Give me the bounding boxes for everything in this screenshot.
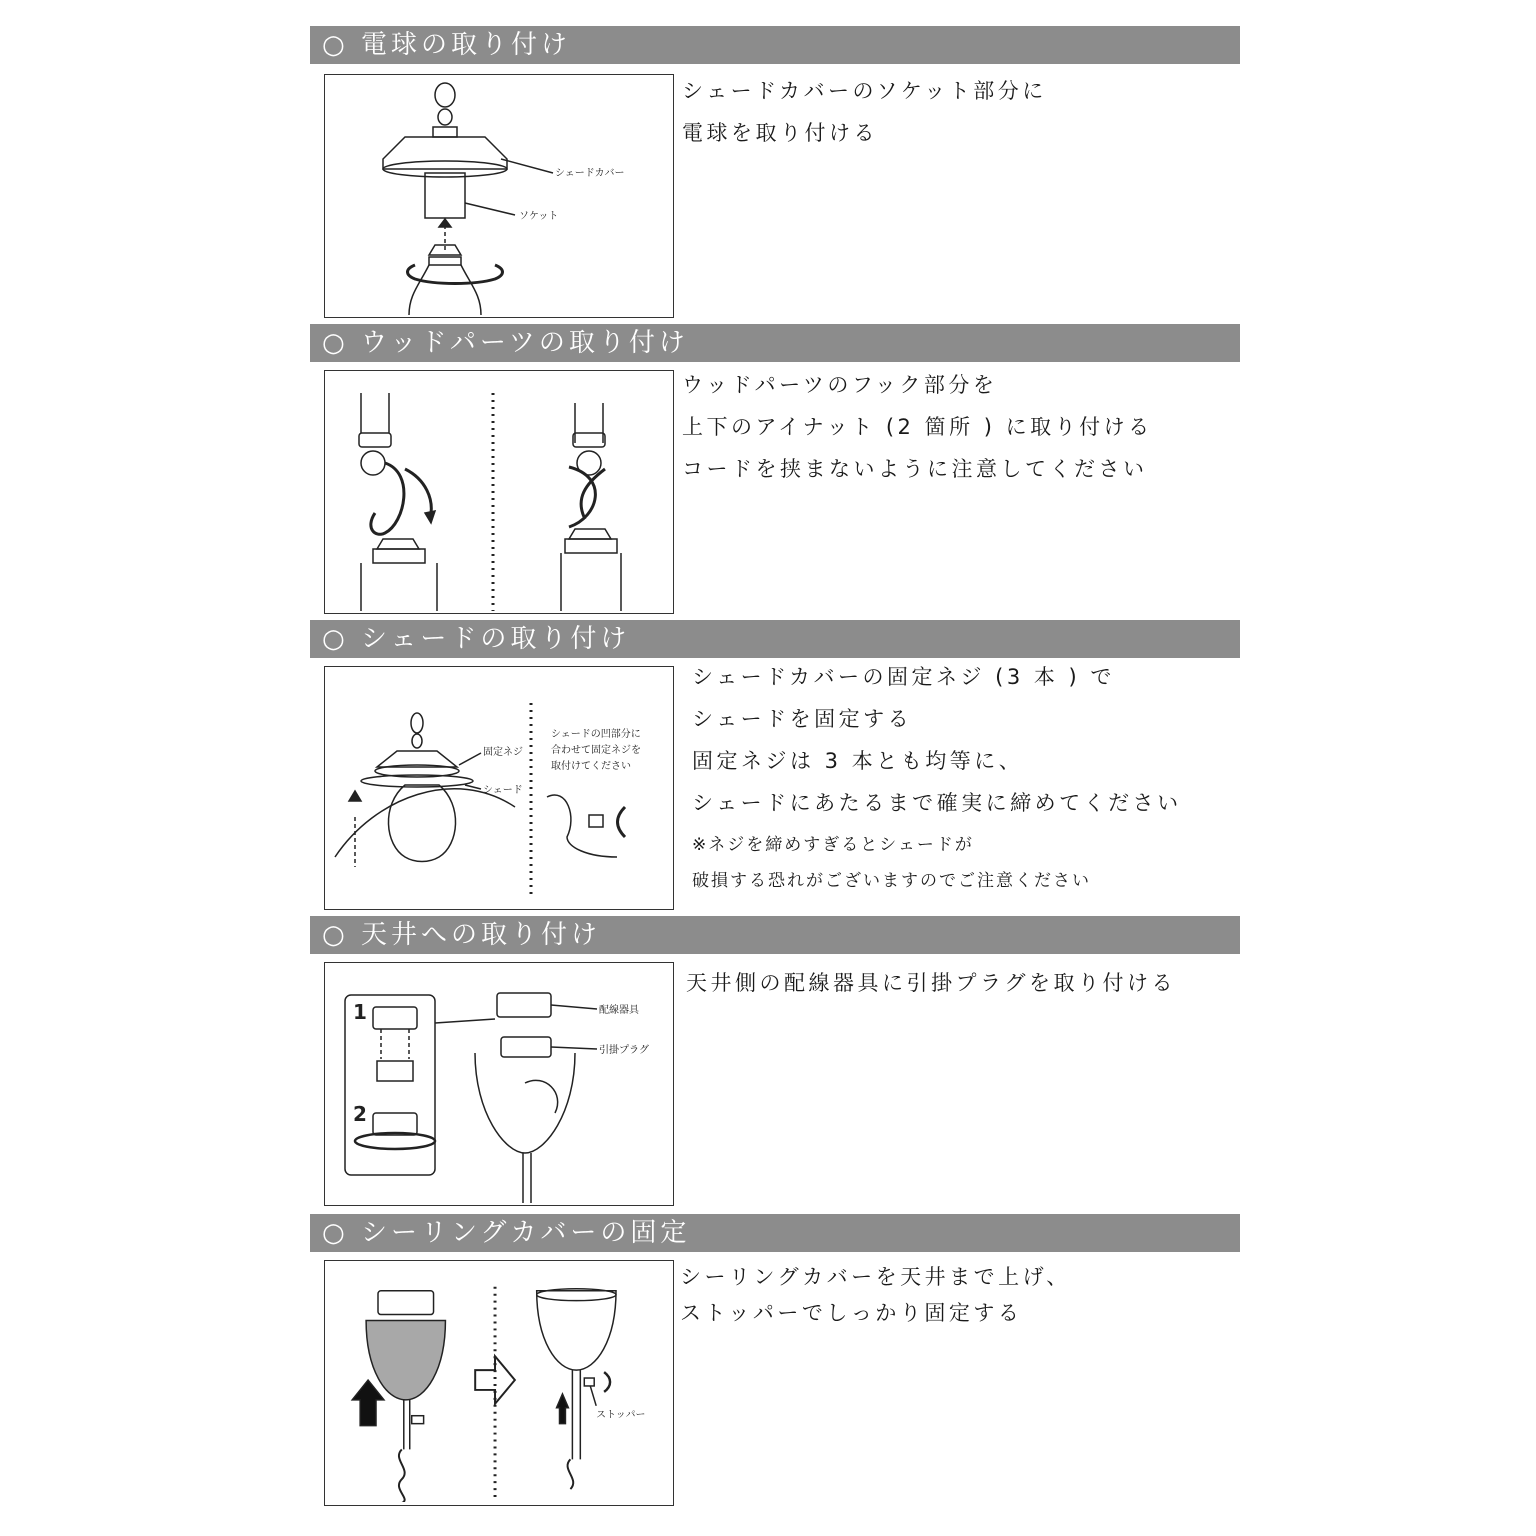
ceiling-cover-diagram — [325, 1261, 672, 1502]
label-hint-3: 取付けてください — [551, 761, 631, 772]
illustration-ceiling-cover — [324, 1260, 674, 1506]
step-2-number: 2 — [353, 1102, 367, 1126]
label-shade: シェード — [483, 785, 523, 796]
illustration-ceiling — [324, 962, 674, 1206]
label-hint-1: シェードの凹部分に — [551, 729, 641, 740]
text-line: コードを挟まないように注意してください — [682, 457, 1148, 481]
step-1-number: 1 — [353, 1000, 367, 1024]
text-line: シェードを固定する — [692, 707, 913, 731]
text-line: ウッドパーツのフック部分を — [682, 373, 998, 397]
text-line: 上下のアイナット (2 箇所 ) に取り付ける — [682, 415, 1153, 439]
note-line: ※ネジを締めすぎるとシェードが — [692, 835, 974, 855]
bulb-diagram — [325, 75, 672, 316]
text-line: 電球を取り付ける — [682, 121, 878, 145]
instruction-text — [680, 1262, 1236, 1340]
label-stopper: ストッパー — [596, 1409, 646, 1421]
text-line: シェードカバーの固定ネジ (3 本 ) で — [692, 665, 1115, 689]
text-line: 天井側の配線器具に引掛プラグを取り付ける — [686, 971, 1176, 995]
section-title: ○ 天井への取り付け — [310, 916, 1240, 954]
text-line: ストッパーでしっかり固定する — [680, 1301, 1023, 1325]
text-line: シェードにあたるまで確実に締めてください — [692, 791, 1182, 815]
wood-parts-diagram — [325, 371, 672, 612]
section-title: ○ ウッドパーツの取り付け — [310, 324, 1240, 362]
section-title: ○ 電球の取り付け — [310, 26, 1240, 64]
shade-diagram — [325, 667, 672, 908]
instruction-text — [682, 370, 1238, 496]
illustration-wood-parts — [324, 370, 674, 614]
instruction-text — [682, 76, 1238, 160]
illustration-bulb — [324, 74, 674, 318]
instruction-text — [692, 662, 1248, 902]
label-plug: 引掛プラグ — [599, 1045, 649, 1056]
label-hint-2: 合わせて固定ネジを — [551, 745, 641, 756]
section-title: ○ シェードの取り付け — [310, 620, 1240, 658]
section-title: ○ シーリングカバーの固定 — [310, 1214, 1240, 1252]
text-line: 固定ネジは 3 本とも均等に、 — [692, 749, 1024, 773]
label-socket: ソケット — [519, 211, 559, 222]
label-screw: 固定ネジ — [483, 747, 523, 758]
label-shade-cover: シェードカバー — [555, 168, 625, 179]
text-line: シェードカバーのソケット部分に — [682, 79, 1047, 103]
ceiling-diagram — [325, 963, 672, 1204]
illustration-shade — [324, 666, 674, 910]
note-line: 破損する恐れがございますのでご注意ください — [692, 871, 1091, 891]
text-line: シーリングカバーを天井まで上げ、 — [680, 1265, 1071, 1289]
instruction-text — [686, 968, 1242, 1010]
label-wiring: 配線器具 — [599, 1005, 639, 1016]
